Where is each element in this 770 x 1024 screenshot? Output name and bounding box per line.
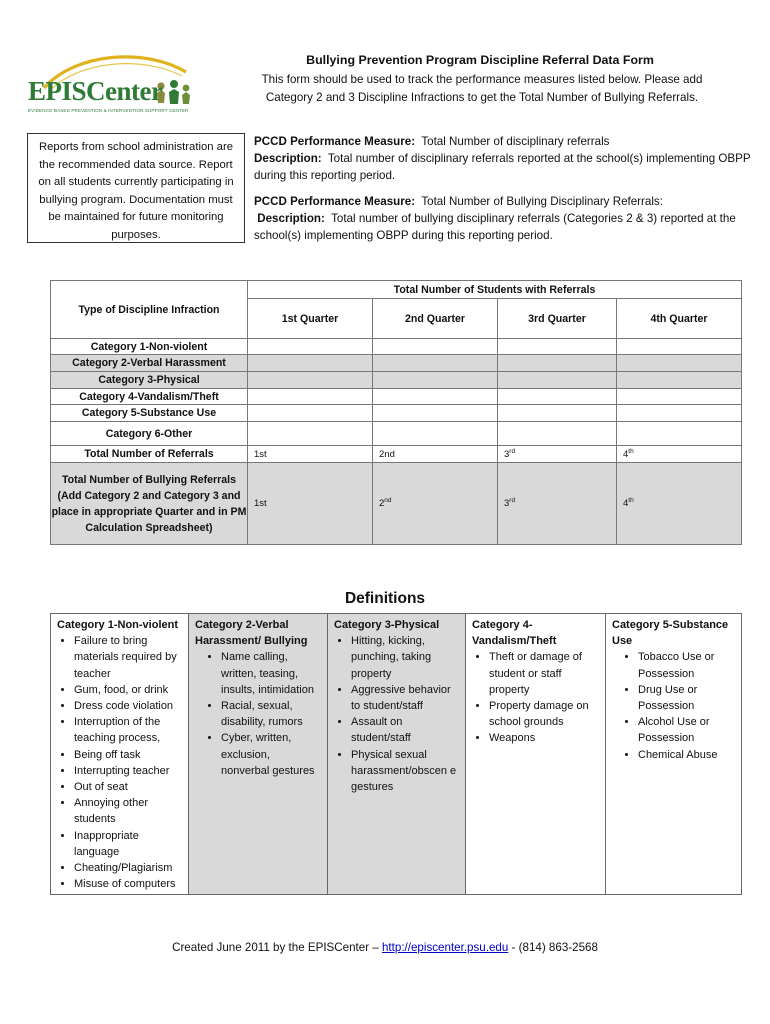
- row-label: Category 6-Other: [51, 422, 248, 446]
- type-header: Type of Discipline Infraction: [51, 281, 248, 339]
- row-label: Category 3-Physical: [51, 372, 248, 389]
- entry-cell[interactable]: [498, 339, 617, 355]
- total-referrals-label: Total Number of Referrals: [51, 446, 248, 463]
- definition-list: [195, 649, 321, 779]
- definition-item: • Theft or damage of student or staff property: [489, 649, 599, 698]
- bullying-cell-q1[interactable]: 1st: [248, 463, 373, 545]
- definition-item: • Cheating/Plagiarism: [74, 860, 182, 876]
- definition-item: • Physical sexual harassment/obscen e gestures: [351, 747, 459, 796]
- entry-cell[interactable]: [248, 422, 373, 446]
- definition-list: [57, 633, 182, 892]
- footer-prefix: Created June 2011 by the EPISCenter –: [172, 941, 382, 954]
- definition-column-5: [606, 614, 742, 895]
- definition-item: • Misuse of computers: [74, 876, 182, 892]
- definition-item: • Assault on student/staff: [351, 714, 459, 746]
- definition-item: • Being off task: [74, 747, 182, 763]
- definition-column-3: [328, 614, 466, 895]
- entry-cell[interactable]: [248, 372, 373, 389]
- column-heading: Category 3-Physical: [334, 619, 440, 631]
- definition-item: • Chemical Abuse: [638, 747, 735, 763]
- definition-item: • Inappropriate language: [74, 828, 182, 860]
- entry-cell[interactable]: [248, 389, 373, 405]
- definition-item: • Name calling, written, teasing, insults, intimidation: [221, 649, 321, 698]
- intro-line-2: Category 2 and 3 Discipline Infractions to get the Total Number of Bullying Referrals.: [265, 91, 699, 104]
- logo-tagline: EVIDENCE-BASED PREVENTION & INTERVENTION SUPPORT CENTER: [28, 108, 189, 113]
- definition-item: • Tobacco Use or Possession: [638, 649, 735, 681]
- quarter-header-4: 4th Quarter: [617, 299, 742, 339]
- entry-cell[interactable]: [617, 372, 742, 389]
- total-cell-q4[interactable]: 4th: [617, 446, 742, 463]
- definition-column-2: [189, 614, 328, 895]
- entry-cell[interactable]: [373, 355, 498, 372]
- intro-line-1: This form should be used to track the performance measures listed below. Please add: [261, 73, 703, 86]
- performance-measures: [254, 133, 754, 253]
- row-label: Category 5-Substance Use: [51, 405, 248, 422]
- form-title: Bullying Prevention Program Discipline Referral Data Form: [306, 53, 654, 67]
- definition-item: • Hitting, kicking, punching, taking property: [351, 633, 459, 682]
- definition-item: • Drug Use or Possession: [638, 682, 735, 714]
- row-label: Category 4-Vandalism/Theft: [51, 389, 248, 405]
- definition-item: • Alcohol Use or Possession: [638, 714, 735, 746]
- total-referrals-row: [51, 446, 742, 463]
- footer: [0, 941, 770, 954]
- measure-text: Total Number of disciplinary referrals: [421, 135, 610, 148]
- definition-item: • Property damage on school grounds: [489, 698, 599, 730]
- entry-cell[interactable]: [617, 339, 742, 355]
- definition-item: • Interrupting teacher: [74, 763, 182, 779]
- entry-cell[interactable]: [617, 422, 742, 446]
- table-row: [51, 339, 742, 355]
- table-row: [51, 372, 742, 389]
- entry-cell[interactable]: [248, 339, 373, 355]
- definition-item: • Cyber, written, exclusion, nonverbal gestures: [221, 730, 321, 779]
- entry-cell[interactable]: [373, 405, 498, 422]
- table-row: [51, 355, 742, 372]
- entry-cell[interactable]: [373, 339, 498, 355]
- definition-column-4: [466, 614, 606, 895]
- bullying-cell-q4[interactable]: 4th: [617, 463, 742, 545]
- entry-cell[interactable]: [617, 405, 742, 422]
- measure-label: PCCD Performance Measure:: [254, 135, 416, 148]
- definition-item: • Failure to bring materials required by teacher: [74, 633, 182, 682]
- column-heading: Category 1-Non-violent: [57, 619, 179, 631]
- entry-cell[interactable]: [373, 372, 498, 389]
- column-heading: Category 4-Vandalism/Theft: [472, 619, 557, 648]
- definition-item: • Interruption of the teaching process,: [74, 714, 182, 746]
- entry-cell[interactable]: [498, 405, 617, 422]
- definitions-table: [50, 613, 742, 895]
- definition-item: • Dress code violation: [74, 698, 182, 714]
- description-text: Total number of disciplinary referrals reported at the school(s) implementing OBPP during this reporting period.: [254, 152, 751, 182]
- table-row: [51, 389, 742, 405]
- logo-wordmark: EPISCenter: [28, 76, 163, 106]
- entry-cell[interactable]: [498, 355, 617, 372]
- column-heading: Category 2-Verbal Harassment/ Bullying: [195, 619, 308, 648]
- footer-suffix: - (814) 863-2568: [508, 941, 598, 954]
- episcenter-logo: [26, 50, 206, 122]
- definition-item: • Gum, food, or drink: [74, 682, 182, 698]
- form-intro: [222, 71, 742, 107]
- definition-list: [472, 649, 599, 746]
- entry-cell[interactable]: [248, 355, 373, 372]
- definition-item: • Weapons: [489, 730, 599, 746]
- row-label: Category 1-Non-violent: [51, 339, 248, 355]
- entry-cell[interactable]: [617, 389, 742, 405]
- measure-1: [254, 133, 754, 184]
- entry-cell[interactable]: [373, 389, 498, 405]
- entry-cell[interactable]: [617, 355, 742, 372]
- entry-cell[interactable]: [373, 422, 498, 446]
- description-label: Description:: [257, 212, 325, 225]
- definition-item: • Annoying other students: [74, 795, 182, 827]
- quarter-header-2: 2nd Quarter: [373, 299, 498, 339]
- table-row: [51, 422, 742, 446]
- column-heading: Category 5-Substance Use: [612, 619, 729, 648]
- definition-item: • Out of seat: [74, 779, 182, 795]
- description-label: Description:: [254, 152, 322, 165]
- definition-column-1: [51, 614, 189, 895]
- measure-2: [254, 193, 754, 244]
- definitions-title: Definitions: [344, 590, 426, 607]
- quarter-header-1: 1st Quarter: [248, 299, 373, 339]
- bullying-referrals-label: Total Number of Bullying Referrals (Add Category 2 and Category 3 and place in appropriate Quarter and in PM Calculation Spreadsheet): [51, 463, 248, 545]
- measure-label: PCCD Performance Measure:: [254, 195, 416, 208]
- entry-cell[interactable]: [498, 422, 617, 446]
- total-cell-q3[interactable]: 3rd: [498, 446, 617, 463]
- total-cell-q1[interactable]: 1st: [248, 446, 373, 463]
- definition-item: • Racial, sexual, disability, rumors: [221, 698, 321, 730]
- table-row: [51, 405, 742, 422]
- description-text: Total number of bullying disciplinary referrals (Categories 2 & 3) reported at the school(s) implementing OBPP during this reporting period.: [254, 212, 736, 242]
- entry-cell[interactable]: [498, 372, 617, 389]
- bullying-referrals-row: [51, 463, 742, 545]
- bullying-cell-q2[interactable]: 2nd: [373, 463, 498, 545]
- definition-item: • Aggressive behavior to student/staff: [351, 682, 459, 714]
- data-source-note: Reports from school administration are the recommended data source. Report on all students currently participating in bullying program. Documentation must be maintained for future monitoring purposes.: [27, 133, 245, 243]
- footer-link[interactable]: http://episcenter.psu.edu: [381, 941, 509, 954]
- measure-text: Total Number of Bullying Disciplinary Referrals:: [421, 195, 663, 208]
- entry-cell[interactable]: [498, 389, 617, 405]
- definition-list: [612, 649, 735, 762]
- quarter-header-3: 3rd Quarter: [498, 299, 617, 339]
- row-label: Category 2-Verbal Harassment: [51, 355, 248, 372]
- definition-list: [334, 633, 459, 795]
- bullying-cell-q3[interactable]: 3rd: [498, 463, 617, 545]
- entry-cell[interactable]: [248, 405, 373, 422]
- referral-table: [50, 280, 742, 545]
- total-cell-q2[interactable]: 2nd: [373, 446, 498, 463]
- group-header: Total Number of Students with Referrals: [248, 281, 742, 299]
